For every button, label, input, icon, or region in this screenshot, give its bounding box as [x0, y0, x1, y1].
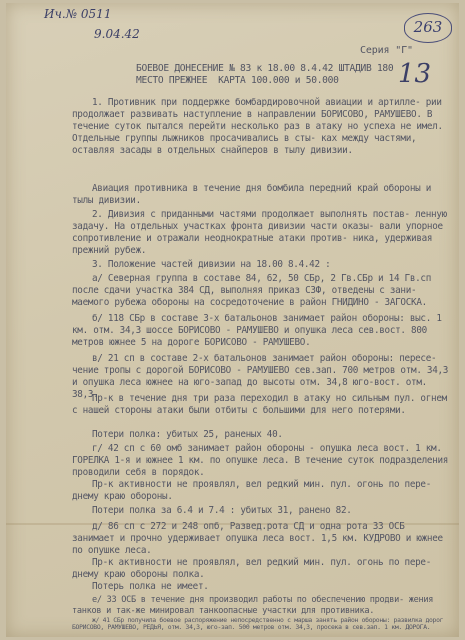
paragraph-division: 2. Дивизия с приданными частями продолжает выполнять постав- ленную задачу. На отдельных участках фронта дивизии части оказы- вали упорное сопротивление и отражали неоднократные атаки против- ника, удерживая прежний рубеж. [72, 209, 447, 256]
handwritten-ref-number: Ич.№ 0511 [44, 7, 112, 21]
paragraph-north-group: а/ Северная группа в составе 84, 62, 50 СБр, 2 Гв.СБр и 14 Гв.сп после сдачи участка 384 СД, выполняя приказ СЗФ, отведены с зани- маемого рубежа обороны на сосредоточение в район ГНИДИНО - ЗАГОСКА. [72, 273, 432, 308]
paragraph-position-heading: 3. Положение частей дивизии на 18.00 8.4.42 : [92, 259, 331, 270]
paragraph-86-regiment: д/ 86 сп с 272 и 248 опб, Развед.рота СД и одна рота 33 ОСБ занимает и прочно удерживает опушка леса вост. 1,5 км. КУДРОВО и южнее по опушке леса. [72, 521, 443, 556]
report-subtitle: МЕСТО ПРЕЖНЕЕ КАРТА 100.000 и 50.000 [136, 75, 339, 86]
paragraph-21-regiment: в/ 21 сп в составе 2-х батальонов занимает район обороны: пересе- чение тропы с дорогой БОРИСОВО - РАМУШЕВО сев.зап. 700 метров отм. 34,3 и опушка леса южнее на юго-запад до высоты отм. 34,8 юго-вост. отм. 38,3. [72, 353, 449, 400]
handwritten-mark: 13 [398, 59, 432, 89]
series-label: Серия "Г" [360, 45, 413, 56]
handwritten-date: 9.04.42 [94, 27, 140, 41]
page-number-stamp: 263 [404, 13, 452, 43]
paragraph-no-losses: Потерь полка не имеет. [92, 581, 209, 592]
report-title: БОЕВОЕ ДОНЕСЕНИЕ № 83 к 18.00 8.4.42 ШТАДИВ 180 [136, 63, 394, 74]
paragraph-118-brigade: б/ 118 СБр в составе 3-х батальонов занимает район обороны: выс. 1 км. отм. 34,3 шоссе БОРИСОВО - РАМУШЕВО и опушка леса сев.вост. 800 метров южнее 5 на дороге БОРИСОВО - РАМУШЕВО. [72, 313, 442, 348]
paragraph-enemy: 1. Противник при поддержке бомбардировочной авиации и артилле- рии продолжает развивать наступление в направлении БОРИСОВО, РАМУШЕВО. В течение суток пытался перейти несколько раз в атаку но успеха не имел. Отдельные группы лыжников просачивались в сты- ках между частями, оставляя засады в отдельных снайперов в тылу дивизии. [72, 97, 443, 156]
paragraph-aviation: Авиация противника в течение дня бомбила передний край обороны и тылы дивизии. [72, 183, 432, 206]
paragraph-42-regiment: г/ 42 сп с 60 омб занимает район обороны - опушка леса вост. 1 км. ГОРЕЛКА 1-я и южнее 1 км. по опушке леса. В течение суток подразделения проводили себя в порядок. [72, 443, 449, 478]
document-page [6, 3, 459, 637]
paragraph-enemy-inactive-1: Пр-к активности не проявлял, вел редкий мин. пул. огонь по пере- днему краю обороны. [72, 479, 432, 502]
paragraph-enemy-inactive-2: Пр-к активности не проявлял, вел редкий мин. пул. огонь по пере- днему краю обороны полка. [72, 557, 432, 580]
paragraph-enemy-attacks: Пр-к в течение дня три раза переходил в атаку но сильным пул. огнем с нашей стороны атаки были отбиты с большими для него потерями. [72, 393, 447, 416]
paragraph-losses-21: Потери полка: убитых 25, раненых 40. [92, 429, 283, 440]
paragraph-losses-42: Потери полка за 6.4 и 7.4 : убитых 31, ранено 82. [92, 505, 352, 516]
paragraph-41-brigade: ж/ 41 СБр получила боевое распоряжение непосредственно с марша занять район обороны: развилка дорог БОРИСОВО, РАМУШЕВО, РЕДЬЯ, отм. 34,3, юго-зап. 500 метров отм. 34,3, просека в сев.зап. 1 км. ДОРОГА. [72, 616, 444, 631]
paragraph-33-battalion: е/ 33 ОСБ в течение дня производил работы по обеспечению продви- жения танков и так-же минировал танкоопасные участки для противника. [72, 595, 434, 616]
